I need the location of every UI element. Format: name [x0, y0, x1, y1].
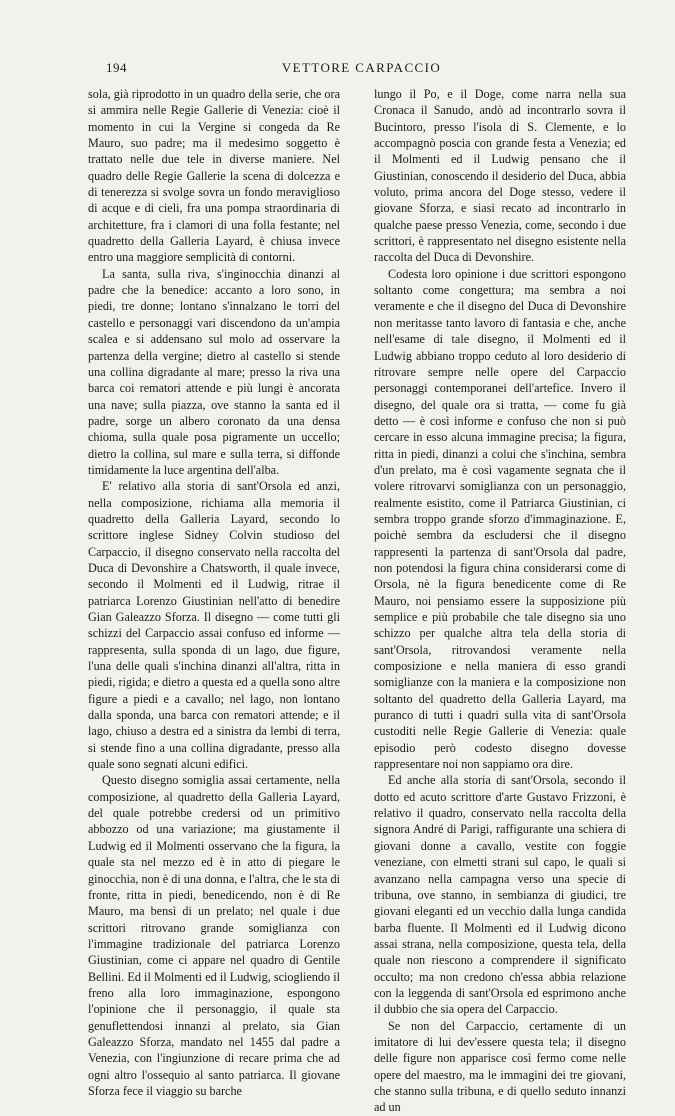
paragraph: Ed anche alla storia di sant'Orsola, secondo il dotto ed acuto scrittore d'arte Gustavo Frizzoni, è relativo il quadro, conservato nella raccolta della signora André di Parigi, raffigurante una schiera di giovani donne a cavallo, vestite con foggie veneziane, con elmetti strani sul capo, le quali si avanzano nella campagna verso una specie di tribuna, ove stanno, in sembianza di giudici, tre giovani eleganti ed un vecchio dalla lunga candida barba fluente. Il Molmenti ed il Ludwig dicono assai strana, nella composizione, questa tela, della quale non riescono a comprendere il significato occulto; ma non credono ch'essa abbia relazione con la leggenda di sant'Orsola ed esprimono anche il dubbio che sia opera del Carpaccio.	[374, 773, 626, 1017]
paragraph: sola, già riprodotto in un quadro della serie, che ora si ammira nelle Regie Gallerie di Venezia: cioè il momento in cui la Vergine si congeda da Re Mauro, suo padre; ma il medesimo soggetto è trattato nelle due tele in diverse maniere. Nel quadro delle Regie Gallerie la scena di dolcezza e di tenerezza si svolge sovra un fondo meraviglioso di acque e di cieli, fra una pompa straordinaria di architetture, fra i clamori di una folla festante; nel quadretto della Galleria Layard, è chiusa invece entro una maggiore semplicità di contorni.	[88, 87, 340, 265]
left-column	[88, 86, 340, 1099]
running-title: VETTORE CARPACCIO	[281, 60, 442, 75]
paragraph: Codesta loro opinione i due scrittori espongono soltanto come congettura; ma sembra a noi veramente e che il disegno del Duca di Devonshire non meritasse tanto lavoro di fantasia e che, anche nell'esame di tale disegno, il Molmenti ed il Ludwig abbiano troppo ceduto al loro desiderio di ritrovare sempre nelle opere del Carpaccio personaggi contemporanei dell'artefice. Invero il disegno, del quale ora si tratta, — come fu già detto — è così informe e confuso che non si può cercare in esso alcuna immagine precisa; la figura, ritta in piedi, dinanzi a colui che s'inchina, sembra d'un prelato, ma è così vagamente segnata che il volere ritrovarvi somiglianza con un personaggio, realmente esistito, come il Patriarca Giustinian, ci sembra troppo grande sforzo d'immaginazione. E, poichè sembra da escludersi che il disegno rappresenti la partenza di sant'Orsola dal padre, non potendosi la figura china considerarsi come di Orsola, nè la figura benedicente come di Re Mauro, noi pensiamo essere la supposizione più semplice e più probabile che tale disegno sia uno schizzo per qualche altra tela della storia di sant'Orsola, ritrovandosi veramente nella composizione e nella maniera di esso grandi somiglianze con la maniera e la composizione non soltanto del quadretto della Galleria Layard, ma puranco di tutti i quadri sulla vita di sant'Orsola custoditi nelle Regie Gallerie di Venezia: quale episodio però codesto disegno dovesse rappresentare noi non sappiamo ora dire.	[374, 266, 626, 772]
paragraph: lungo il Po, e il Doge, come narra nella sua Cronaca il Sanudo, andò ad incontrarlo sovra il Bucintoro, presso l'isola di S. Clemente, e lo accompagnò poscia con grande festa a Venezia; ed il Molmenti ed il Ludwig pensano che il Giustinian, conoscendo il desiderio del Duca, abbia voluto, prima ancora del Doge stesso, vedere il giovane Sforza, e siasi recato ad incontrarlo in qualche paese presso Venezia, come, secondo i due scrittori, è rappresentato nel disegno esistente nella raccolta del Duca di Devonshire.	[374, 87, 626, 265]
paragraph: Se non del Carpaccio, certamente di un imitatore di lui dev'essere questa tela; il disegno delle figure non apparisce così fermo come nelle opere del maestro, ma le immagini dei tre giovani, che stanno sulla tribuna, e di quello seduto innanzi ad un	[374, 1018, 626, 1115]
paragraph: La santa, sulla riva, s'inginocchia dinanzi al padre che la benedice: accanto a loro sono, in piedi, tre donne; lontano s'innalzano le torri del castello e personaggi vari discendono da un'ampia scalea e si addensano sul molo ad osservare la partenza della vergine; dietro al castello si stende una collina digradante al mare; presso la riva una barca coi rematori attende e più lungi è ancorata una nave; sulla piazza, ove stanno la santa ed il padre, sorge un albero coronato da una densa chioma, sulla quale posa pigramente un uccello; dietro la collina, sul mare e sulla terra, si diffonde timidamente la luce argentina dell'alba.	[88, 266, 340, 477]
paragraph: Questo disegno somiglia assai certamente, nella composizione, al quadretto della Galleria Layard, del quale potrebbe credersi od un primitivo abbozzo od una variazione; ma giustamente il Ludwig ed il Molmenti osservano che la figura, la quale sta nel mezzo ed è in atto di piegare le ginocchia, non è di una donna, e l'altra, che le sta di fronte, ritta in piedi, benedicendo, non è di Re Mauro, ma bensì di un prelato; nel quale i due scrittori ritrovano grande somiglianza con l'immagine tradizionale del patriarca Lorenzo Giustinian, come ci appare nel quadro di Gentile Bellini. Ed il Molmenti ed il Ludwig, sciogliendo il freno alla loro immaginazione, espongono l'opinione che il personaggio, il quale sta genuflettendosi innanzi al prelato, sia Gian Galeazzo Sforza, mandato nel 1455 dal padre a Venezia, con l'ingiunzione di recare prima che ad ogni altro l'ossequio al santo patriarca. Il giovane Sforza fece il viaggio su barche	[88, 773, 340, 1098]
paragraph: E' relativo alla storia di sant'Orsola ed anzi, nella composizione, richiama alla memoria il quadretto della Galleria Layard, secondo lo scrittore inglese Sidney Colvin studioso del Carpaccio, il disegno conservato nella raccolta del Duca di Devonshire a Chatsworth, il quale invece, secondo il Molmenti ed il Ludwig, ritrae il patriarca Lorenzo Giustinian nell'atto di benedire Gian Galeazzo Sforza. Il disegno — come tutti gli schizzi del Carpaccio assai confuso ed informe — rappresenta, sulla sponda di un lago, due figure, l'una delle quali s'inchina dinanzi all'altra, ritta in piedi, rigida; e dietro a questa ed a quella sono altre figure a piedi e a cavallo; nel lago, non lontano dalla sponda, una barca con rematori attende; e il lago, chiuso a destra ed a sinistra da lembi di terra, si stende fino a una collina digradante, presso alla quale sono segnati alcuni edifici.	[88, 479, 340, 772]
page-number: 194	[106, 60, 127, 75]
right-column	[374, 86, 626, 1116]
